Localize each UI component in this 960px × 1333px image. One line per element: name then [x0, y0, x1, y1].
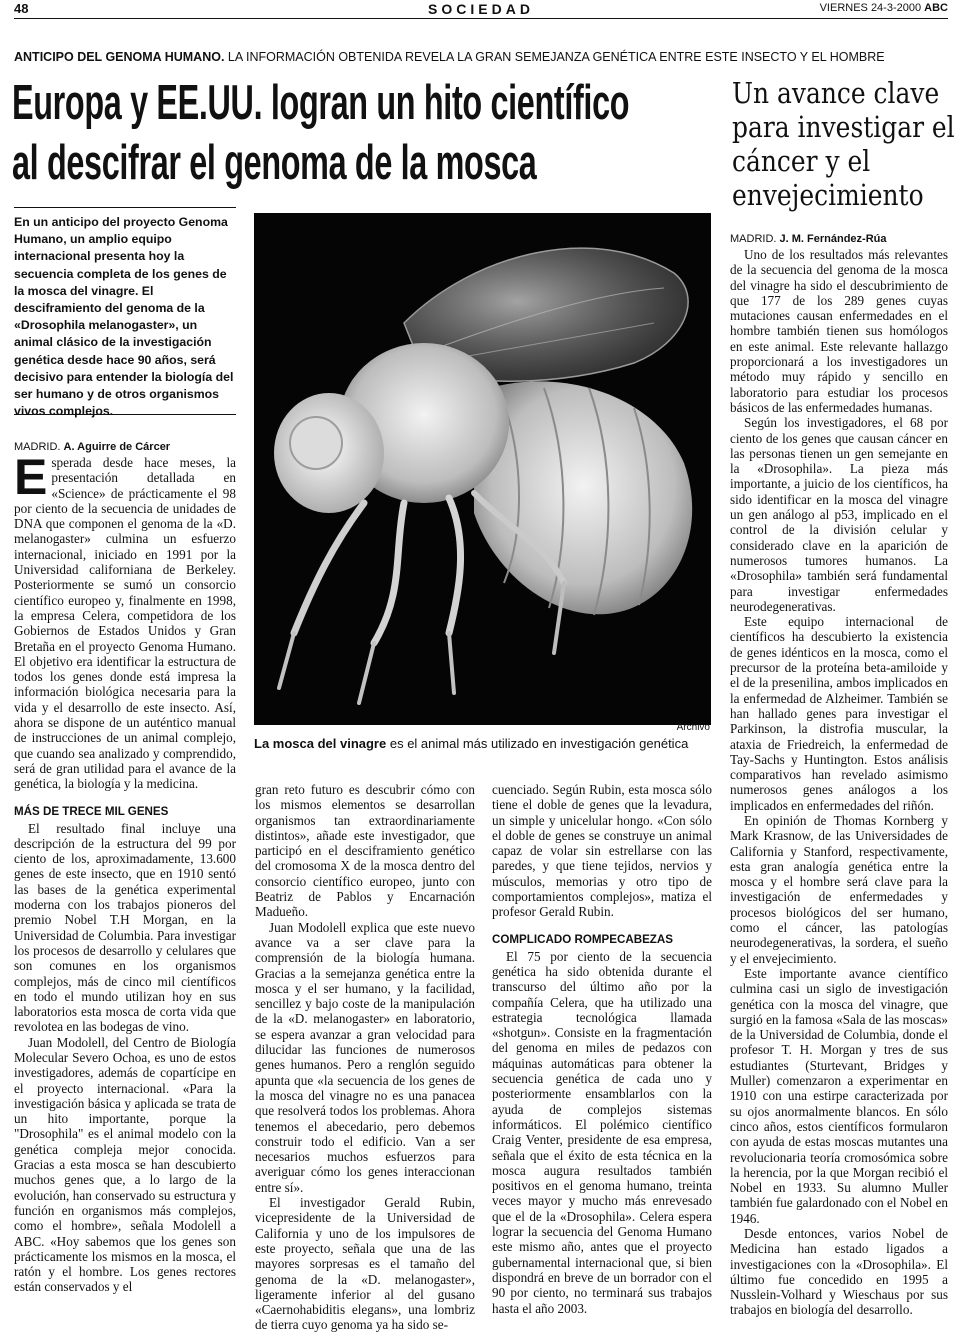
fly-photo — [254, 213, 711, 725]
kicker — [14, 50, 944, 64]
column-2 — [255, 782, 475, 1333]
sidebar-byline — [730, 233, 948, 245]
date-text: VIERNES 24-3-2000 — [819, 2, 922, 14]
lede: En un anticipo del proyecto Genoma Humano, un amplio equipo internacional presenta hoy la secuencia completa de los genes de la mosca del vinagre. El desciframiento del genoma de la «Drosophila melanogaster», un animal clásico de la investigación genética desde hace 90 años, será decisivo para entender la biología del ser humano y de otros organismos vivos complejos. — [14, 215, 234, 419]
byline-place: MADRID. — [14, 441, 61, 453]
col1-paragraph-2: El resultado final incluye una descripción de la estructura del 99 por ciento de los, aproximadamente, 13.600 genes de este insecto, que en 1910 sentó las bases de la genética experimental moderna con los trabajos pioneros del premio Nobel T.H Morgan, en la Universidad de Columbia. Para investigar los procesos de desarrollo y celulares que son comunes en los organismos complejos, más de cinco mil científicos en todo el mundo utilizan hoy en sus laboratorios esta mosca de corta vida que revolotea en las bodegas de vino. — [14, 820, 236, 1035]
sidebar-headline: Un avance clave para investigar el cáncer y el envejecimiento — [732, 76, 955, 212]
col3-paragraph-2: El 75 por ciento de la secuencia genética ha sido obtenida durante el transcurso del último año por la compañía Celera, que ha utilizado una estrategia tecnológica llamada «shotgun». Consiste en la fragmentación del genoma en miles de pedazos con máquinas automáticas para obtener la secuencia genética de cada uno y posteriormente ensamblarlos con la ayuda de complejos sistemas informáticos. El polémico científico Craig Venter, presidente de esa empresa, señala que el éxito de esta técnica en la mosca augura resultados también positivos en el genoma humano, treinta veces mayor y mucho más enrevesado que el de la «Drosophila». Celera espera lograr la secuencia del Genoma Humano este mismo año, antes que el proyecto gubernamental internacional que, si bien dispondrá en breve de un borrador con el 90 por ciento, no terminará sus trabajos hasta el año 2003. — [492, 948, 712, 1316]
col2-paragraph-1: gran reto futuro es descubrir cómo con los mismos elementos se desarrollan organismos tan extraordinariamente distintos», añade este investigador, que participó en el desciframiento genético del cromosoma X de la mosca dentro del consorcio científico europeo, junto con Beatriz de Pablos y Encarnación Madueño. — [255, 782, 475, 920]
section-name: SOCIEDAD — [428, 1, 534, 17]
col3-subhead: COMPLICADO ROMPECABEZAS — [492, 932, 673, 946]
photo-caption — [254, 736, 714, 752]
col2-paragraph-3: El investigador Gerald Rubin, vicepresidente de la Universidad de California y uno de los impulsores de este proyecto, señala que una de las mayores sorpresas es el tamaño del genoma de la «D. melanogaster», ligeramente inferior al del gusano «Caernohabiditis elegans», una lombriz de tierra cuyo genoma ya ha sido se- — [255, 1195, 475, 1333]
caption-bold: La mosca del vinagre — [254, 736, 387, 751]
col2-paragraph-2: Juan Modolell explica que este nuevo avance va a ser clave para la comprensión de la biología humana. Gracias a la semejanza genética entre la mosca y el ser humano, y la facilidad, sencillez y bajo coste de la manipulación de la «D. melanogaster» en laboratorio, se espera avanzar a gran velocidad para dilucidar las funciones de numerosos genes humanos. Pero a renglón seguido apunta que «la secuencia de los genes de la mosca del vinagre no es una panacea que resolverá todos los problemas. Ahora tenemos el abecedario, pero debemos construir todo el edificio. Van a ser necesarios muchos esfuerzos para averiguar cómo los genes interaccionan entre sí». — [255, 919, 475, 1195]
kicker-lead: ANTICIPO DEL GENOMA HUMANO. — [14, 50, 225, 64]
col1-p1-text: sperada desde hace meses, la presentación detallada en «Science» de prácticamente el 98 por ciento de la secuencia de unidades de DNA que componen el genoma de la «D. melanogaster» culmina un esfuerzo internacional, iniciado en 1991 por la Universidad californiana de Berkeley. Posteriormente se sumó un consorcio científico europeo y, finalmente en 1998, la empresa Celera, competidora de los Gobiernos de Estados Unidos y Gran Bretaña en el proyecto Genoma Humano. El objetivo era identificar la estructura de todos los genes donde está impresa la información biológica necesaria para la vida y el desarrollo de este insecto. Así, ahora se dispone de un auténtico manual de instrucciones de un animal complejo, que cuando sea analizado y comprendido, será de gran utilidad para el avance de la genética, la biología y la medicina. — [14, 455, 236, 792]
sidebar-column — [730, 247, 948, 1318]
sidebar-byline-place: MADRID. — [730, 233, 777, 245]
lede-bottom-rule — [14, 414, 236, 415]
page-header — [14, 0, 948, 19]
sidebar-paragraph-3: Este equipo internacional de científicos ha descubierto la existencia de genes idénticos en la mosca, como el precursor de la proteína beta-amiloide y el de la presenilina, ambos implicados en la enfermedad de Alzheimer. También se han hallado genes para investigar el Parkinson, la distrofia muscular, la ataxia de Friedreich, la enfermedad de Tay-Sachs y Huntington. Estos análisis comparativos han revelado asimismo numerosos genes análogos a los implicados en enfermedades del riñón. — [730, 614, 948, 813]
caption-rest: es el animal más utilizado en investigación genética — [386, 736, 689, 751]
main-byline — [14, 441, 236, 453]
kicker-rest: LA INFORMACIÓN OBTENIDA REVELA LA GRAN SEMEJANZA GENÉTICA ENTRE ESTE INSECTO Y EL HOMBRE — [227, 50, 885, 64]
sidebar-paragraph-2: Según los investigadores, el 68 por ciento de los genes que causan cáncer en las personas tienen un gen semejante en la «Drosophila». La pieza más importante, a juicio de los científicos, ha sido identificar en la mosca del vinagre un gen análogo al p53, implicado en el control de la división celular y considerado clave en la aparición de numerosos tumores humanos. La «Drosophila» también será fundamental para investigar enfermedades neurodegenerativas. — [730, 415, 948, 614]
byline-author: A. Aguirre de Cárcer — [63, 441, 171, 453]
col3-paragraph-1: cuenciado. Según Rubin, esta mosca sólo tiene el doble de genes que la levadura, un simple y unicelular hongo. «Con sólo el doble de genes se construye un animal capaz de volar sin estrellarse con las paredes, y que tiene tejidos, nervios y músculos, memorias y otro tipo de comportamientos complejos», matiza el profesor Gerald Rubin. — [492, 782, 712, 920]
headline-line-2: al descifrar el genoma de la mosca — [12, 136, 537, 190]
col1-paragraph-3: Juan Modolell, del Centro de Biología Molecular Severo Ochoa, es uno de estos investigadores, además de copartícipe en el proyecto internacional. «Para la investigación básica y aplicada se trata de un hito importante, porque la "Drosophila" es el animal modelo con la genética compleja mejor conocida. Gracias a esta mosca se han descubierto muchos genes que, a lo largo de la evolución, han conservado su estructura y función en organismos más complejos, como el hombre», señala Modolell a ABC. «Hoy sabemos que los genes son prácticamente los mismos en la mosca, el ratón y el hombre. Los genes rectores están conservados y el — [14, 1034, 236, 1295]
issue-date — [820, 2, 948, 14]
dropcap: E — [14, 449, 48, 505]
column-3 — [492, 782, 712, 1316]
lede-top-rule — [14, 207, 236, 208]
fruit-fly-illustration — [254, 213, 711, 725]
page-number: 48 — [14, 1, 29, 16]
sidebar-byline-author: J. M. Fernández-Rúa — [779, 233, 887, 245]
sidebar-paragraph-5: Este importante avance científico culmina casi un siglo de investigación genética con la mosca del vinagre, que surgió en la famosa «Sala de las moscas» de la Universidad de Columbia, donde el profesor T. H. Morgan y tres de sus estudiantes (Sturtevant, Bridges y Muller) comenzaron a experimentar en 1910 con una estirpe caracterizada por su ojos anormalmente blancos. En sólo cinco años, estos científicos formularon con ayuda de estas moscas mutantes una revolucionaria teoría cromosómica sobre la herencia, por la que Morgan recibió el Nobel en 1933. Su alumno Muller también fue galardonado con el Nobel en 1946. — [730, 965, 948, 1226]
column-1 — [14, 449, 236, 1295]
main-headline — [12, 73, 712, 193]
sidebar-paragraph-6: Desde entonces, varios Nobel de Medicina han estado ligados a investigaciones con la «Drosophila». El último fue concedido en 1995 a Nusslein-Volhard y Wieschaus por sus trabajos en biología del desarrollo. — [730, 1226, 948, 1318]
paper-name: ABC — [924, 2, 948, 14]
sidebar-paragraph-4: En opinión de Thomas Kornberg y Mark Krasnow, de las Universidades de California y Stanford, respectivamente, esta gran analogía genética entre la mosca y el hombre será clave para la investigación de enfermedades y procesos biológicos del ser humano, como el cáncer, las patologías neurodegenerativas, la sordera, el sueño y el envejecimiento. — [730, 812, 948, 966]
col1-paragraph-1 — [14, 449, 236, 792]
col1-subhead: MÁS DE TRECE MIL GENES — [14, 804, 169, 818]
photo-credit: Archivo — [676, 722, 710, 733]
headline-line-1: Europa y EE.UU. logran un hito científico — [12, 76, 630, 130]
sidebar-paragraph-1: Uno de los resultados más relevantes de la secuencia del genoma de la mosca del vinagre ha sido el descubrimiento de que 177 de los 289 genes cuyas mutaciones causan enfermedades en el hombre también tienen sus homólogos en este animal. Este relevante hallazgo proporcionará a los investigadores un método muy rápido y sencillo en laboratorio para estudiar los procesos básicos de las enfermedades humanas. — [730, 247, 948, 415]
